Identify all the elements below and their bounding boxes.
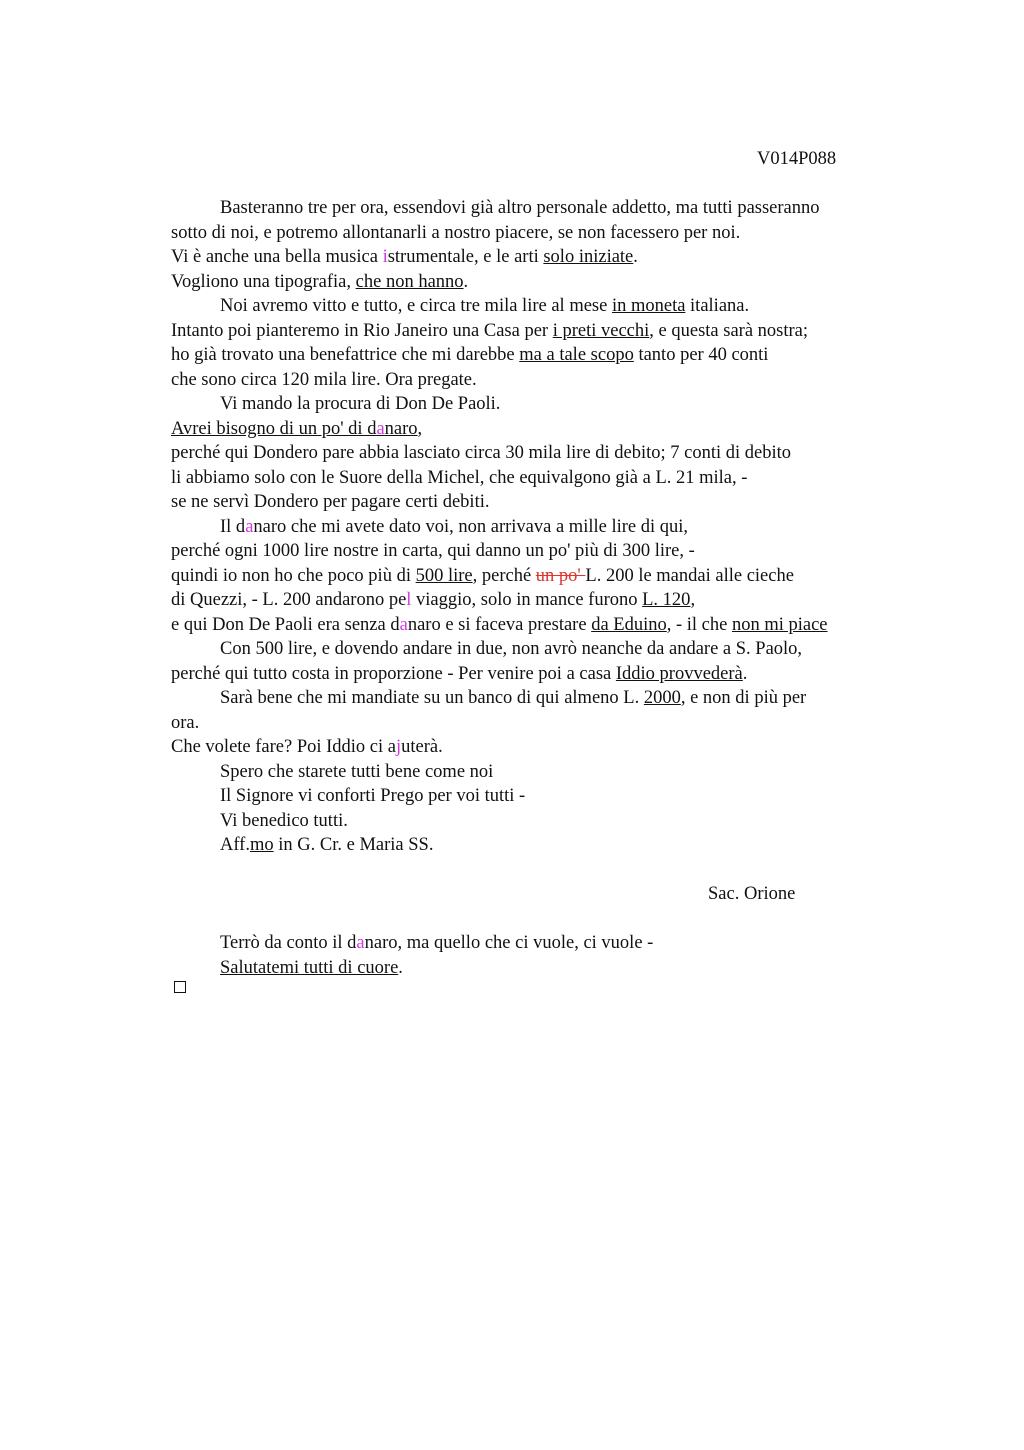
underlined-text: Iddio provvederà [615,663,743,684]
text-line: Vogliono una tipografia, che non hanno. [171,271,469,292]
text-line: Vi è anche una bella musica istrumentale, e le arti solo iniziate. [171,247,638,267]
underlined-text: Salutatemi tutti di cuore [220,957,399,978]
underlined-text: solo iniziate [543,247,634,267]
text-line: Il danaro che mi avete dato voi, non arrivava a mille lire di qui, [220,516,689,537]
text-line: Spero che starete tutti bene come noi [220,761,494,782]
underlined-text: 500 lire [415,565,473,586]
inserted-letter: i [382,247,388,267]
underlined-text: che non hanno [355,271,464,292]
postscript-line: Terrò da conto il danaro, ma quello che ci vuole, ci vuole - [220,933,654,953]
underlined-text: 2000 [643,688,681,708]
underlined-text: non mi piace [731,614,828,635]
text-line: Noi avremo vitto e tutto, e circa tre mila lire al mese in moneta italiana. [220,296,750,316]
text-line: perché qui tutto costa in proporzione - Per venire poi a casa Iddio provvederà. [171,663,748,684]
text-line: Basteranno tre per ora, essendovi già altro personale addetto, ma tutti passeranno [220,198,820,218]
inserted-letter: a [245,516,254,537]
signature: Sac. Orione [708,884,796,904]
text-line: Vi benedico tutti. [220,810,348,831]
letter-body [171,196,931,980]
struck-text: un po' [535,565,586,586]
text-line: Il Signore vi conforti Prego per voi tutti - [220,786,526,806]
underlined-text: Avrei bisogno di un po' di danaro [171,418,418,439]
text-line: ora. [171,712,200,733]
text-line: Intanto poi pianteremo in Rio Janeiro una Casa per i preti vecchi, e questa sarà nostra; [171,320,809,341]
text-line: Vi mando la procura di Don De Paoli. [220,394,501,414]
text-line: di Quezzi, - L. 200 andarono pel viaggio, solo in mance furono L. 120, [171,590,696,610]
checkbox-icon [174,981,186,993]
text-line: perché ogni 1000 lire nostre in carta, qui danno un po' più di 300 lire, - [171,541,695,561]
text-line: e qui Don De Paoli era senza danaro e si faceva prestare da Eduino, - il che non mi piace [171,614,828,635]
text-line: Sarà bene che mi mandiate su un banco di qui almeno L. 2000, e non di più per [220,688,807,708]
text-line: se ne servì Dondero per pagare certi debiti. [171,492,490,512]
text-line: li abbiamo solo con le Suore della Michel, che equivalgono già a L. 21 mila, - [171,467,748,488]
text-line: sotto di noi, e potremo allontanarli a nostro piacere, se non facessero per noi. [171,222,741,243]
closing-line: Aff.mo in G. Cr. e Maria SS. [220,835,434,855]
text-line: ho già trovato una benefattrice che mi darebbe ma a tale scopo tanto per 40 conti [171,345,769,365]
inserted-letter: a [376,418,385,439]
text-line: Avrei bisogno di un po' di danaro, [171,418,423,439]
underlined-text: L. 120 [642,590,691,610]
postscript-line: Salutatemi tutti di cuore. [220,957,403,978]
text-line: che sono circa 120 mila lire. Ora pregate. [171,369,477,390]
text-line: Con 500 lire, e dovendo andare in due, non avrò neanche da andare a S. Paolo, [220,639,803,659]
underlined-text: ma a tale scopo [519,345,634,365]
inserted-letter: l [406,590,412,610]
inserted-letter: a [399,614,408,635]
underlined-text: mo [249,835,274,855]
text-line: quindi io non ho che poco più di 500 lire, perché un po' L. 200 le mandai alle cieche [171,565,794,586]
underlined-text: in moneta [611,296,686,316]
underlined-text: da Eduino [591,614,667,635]
page-id: V014P088 [757,149,837,169]
text-line: Che volete fare? Poi Iddio ci ajuterà. [171,737,443,757]
inserted-letter: a [356,933,365,953]
inserted-letter: j [396,737,402,757]
underlined-text: i preti vecchi [552,320,650,341]
text-line: perché qui Dondero pare abbia lasciato circa 30 mila lire di debito; 7 conti di debito [171,443,792,463]
